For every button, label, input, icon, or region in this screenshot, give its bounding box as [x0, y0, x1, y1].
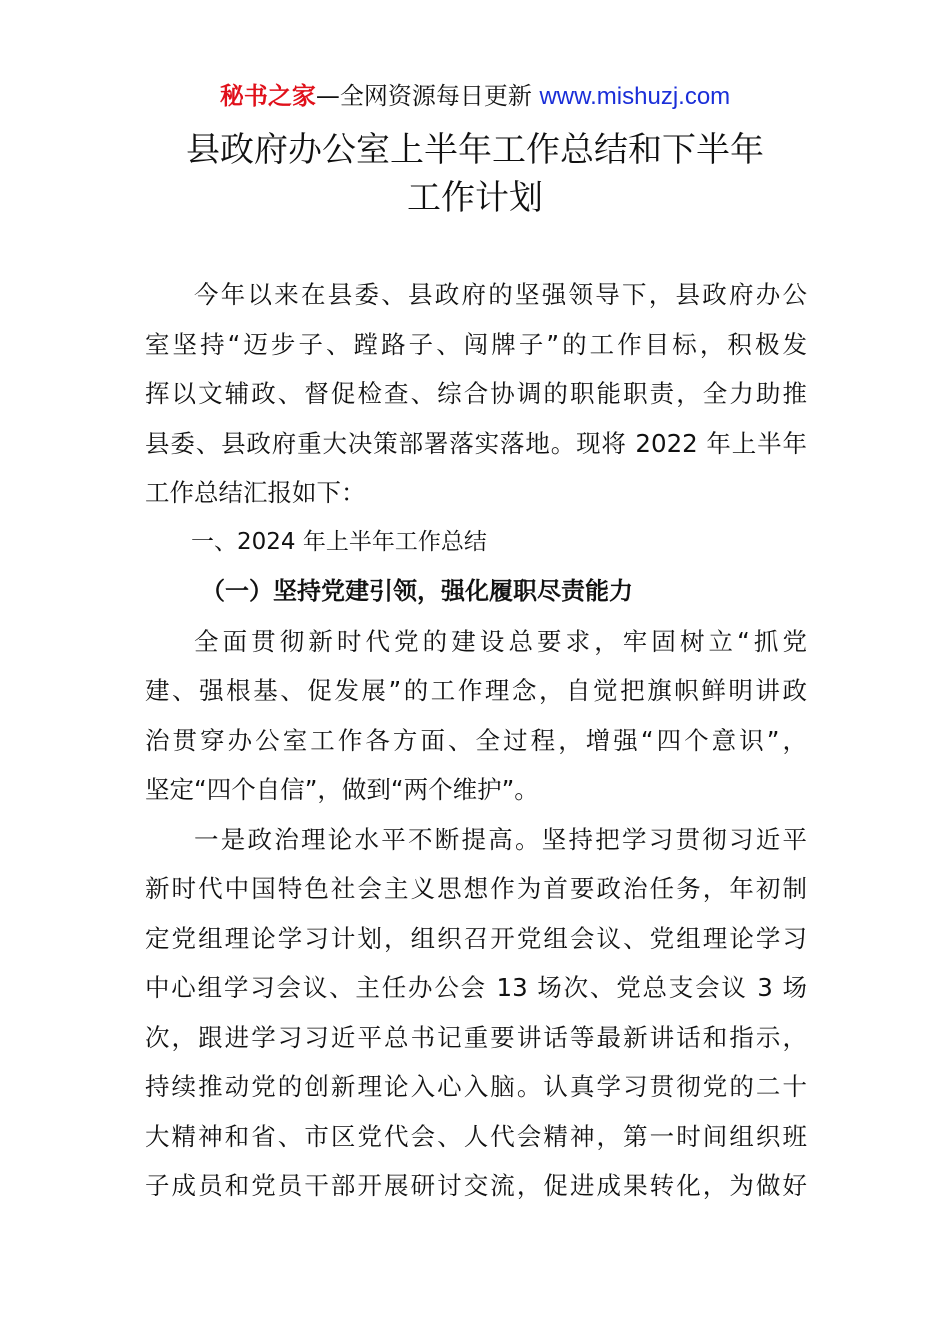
text-line: 今年以来在县委、县政府的坚强领导下，县政府办公	[194, 280, 807, 309]
text-line: 持续推动党的创新理论入心入脑。认真学习贯彻党的二十	[145, 1072, 807, 1101]
text-line: 新时代中国特色社会主义思想作为首要政治任务，年初制	[145, 874, 807, 903]
title-line-1: 县政府办公室上半年工作总结和下半年	[186, 130, 764, 170]
subsection-heading: （一）坚持党建引领，强化履职尽责能力	[201, 577, 633, 605]
text-line: 坚定“四个自信”，做到“两个维护”。	[145, 775, 539, 804]
text-line: 子成员和党员干部开展研讨交流，促进成果转化，为做好	[145, 1171, 807, 1200]
text-line: 定党组理论学习计划，组织召开党组会议、党组理论学习	[145, 923, 807, 953]
header-tagline: —全网资源每日更新	[315, 82, 532, 110]
section-heading: 一、2024 年上半年工作总结	[191, 528, 487, 555]
text-line: 中心组学习会议、主任办公会 13 场次、党总支会议 3 场	[145, 973, 807, 1002]
text-line: 治贯穿办公室工作各方面、全过程，增强“四个意识”，	[145, 725, 807, 755]
site-header	[0, 80, 950, 113]
subsection-paragraph	[145, 617, 807, 815]
document-body	[145, 270, 807, 1211]
text-line: 工作总结汇报如下：	[145, 478, 366, 507]
document-title	[0, 126, 950, 222]
point-paragraph	[145, 815, 807, 1211]
brand-name: 秘书之家	[219, 82, 316, 110]
text-line: 大精神和省、市区党代会、人代会精神，第一时间组织班	[145, 1121, 807, 1151]
title-line-2: 工作计划	[407, 178, 543, 218]
text-line: 建、强根基、促发展”的工作理念，自觉把旗帜鲜明讲政	[145, 676, 807, 705]
text-line: 一是政治理论水平不断提高。坚持把学习贯彻习近平	[194, 824, 807, 854]
text-line: 室坚持“迈步子、蹚路子、闯牌子”的工作目标，积极发	[145, 329, 807, 359]
text-line: 次，跟进学习习近平总书记重要讲话等最新讲话和指示，	[145, 1022, 807, 1052]
intro-paragraph	[145, 270, 807, 518]
text-line: 县委、县政府重大决策部署落实落地。现将 2022 年上半年	[145, 428, 807, 458]
site-url-link[interactable]: www.mishuzj.com	[539, 83, 731, 110]
text-line: 全面贯彻新时代党的建设总要求，牢固树立“抓党	[194, 626, 807, 656]
text-line: 挥以文辅政、督促检查、综合协调的职能职责，全力助推	[145, 379, 807, 408]
